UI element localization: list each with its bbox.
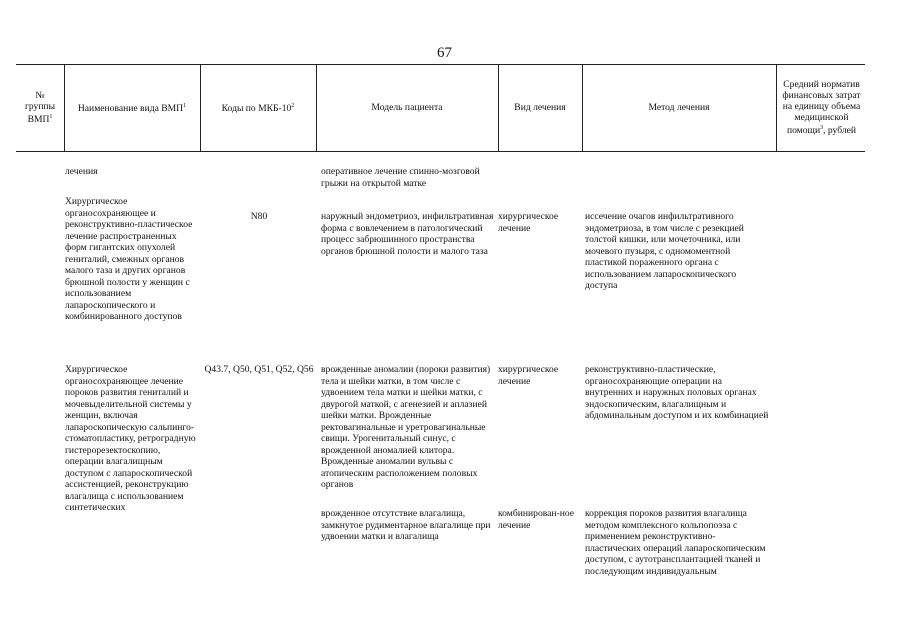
table-row-2-type: хирургическое лечение <box>498 364 559 387</box>
table-row-3-method: коррекция пороков развития влагалища методом комплексного кольпопоэза с применением реконструктивно-пластических операций лапароскопическим доступом, с аутотрансплантацией тканей и последующим индивидуальным <box>585 508 766 577</box>
table-row-2-method: реконструктивно-пластические, органосохраняющие операции на внутренних и наружных половых органах эндоскопическим, влагалищным и абдоминальным доступом и их комбинацией <box>585 364 769 421</box>
table-row-0-name: лечения <box>65 166 98 177</box>
header-treatment-type: Вид лечения <box>514 102 566 113</box>
header-codes: Коды по МКБ-$10^2$ <box>221 102 295 115</box>
header-group-no: № группы ВМП$^1$ <box>24 89 56 126</box>
table-row-3-model: врожденное отсутствие влагалища, замкнутое рудиментарное влагалище при удвоении матки и влагалища <box>321 508 491 542</box>
table-row-1-type: хирургическое лечение <box>498 211 559 234</box>
table-row-2-name: Хирургическое органосохраняющее лечение пороков развития гениталий и мочевыделительной системы у женщин, включая лапароскопическую сальпинго-стоматопластику, ретроградную гистерорезектоскопию, операции влагалищным доступом с лапароскопической ассистенцией, реконструкцию влагалища с использованием синтетических <box>65 364 196 513</box>
header-model: Модель пациента <box>371 102 443 113</box>
table-row-0-model: оперативное лечение спинно-мозговой грыжи на открытой матке <box>321 166 480 189</box>
table-row-2-code: Q43.7, Q50, Q51, Q52, Q56 <box>204 364 314 375</box>
header-cost: Средний норматив финансовых затрат на единицу объема медицинской помощи$^3$, рублей <box>782 78 861 137</box>
table-row-1-model: наружный эндометриоз, инфильтративная форма с вовлечением в патологический процесс забрюшинного пространства органов брюшной полости и малого таза <box>321 211 494 257</box>
column-divider <box>776 64 777 151</box>
header-name: Наименование вида ВМП$^1$ <box>77 102 187 115</box>
table-row-1-code: N80 <box>250 211 268 222</box>
table-row-2-model: врожденные аномалии (пороки развития) тела и шейки матки, в том числе с удвоением тела матки и шейки матки, с двурогой маткой, с агенезией и аплазией шейки матки. Врожденные ректовагинальные и уретровагинальные свищи. Урогенитальный синус, с врожденной аномалией клитора. Врожденные аномалии вульвы с атопическим расположением половых органов <box>321 364 491 490</box>
table-row-1-method: иссечение очагов инфильтративного эндометриоза, в том числе с резекцией толстой кишки, или мочеточника, или мочевого пузыря, с одномоментной пластикой пораженного органа с использованием лапароскопического доступа <box>585 211 744 291</box>
table-header-bottom-border <box>16 151 865 152</box>
header-method: Метод лечения <box>648 102 710 113</box>
page-number: 67 <box>437 45 452 61</box>
table-row-1-name: Хирургическое органосохраняющее и реконструктивно-пластическое лечение распространенных форм гигантских опухолей гениталий, смежных органов малого таза и других органов брюшной полости у женщин с использованием лапароскопического и комбинированного доступов <box>65 196 193 322</box>
table-row-3-type: комбинирован-ное лечение <box>498 508 575 531</box>
